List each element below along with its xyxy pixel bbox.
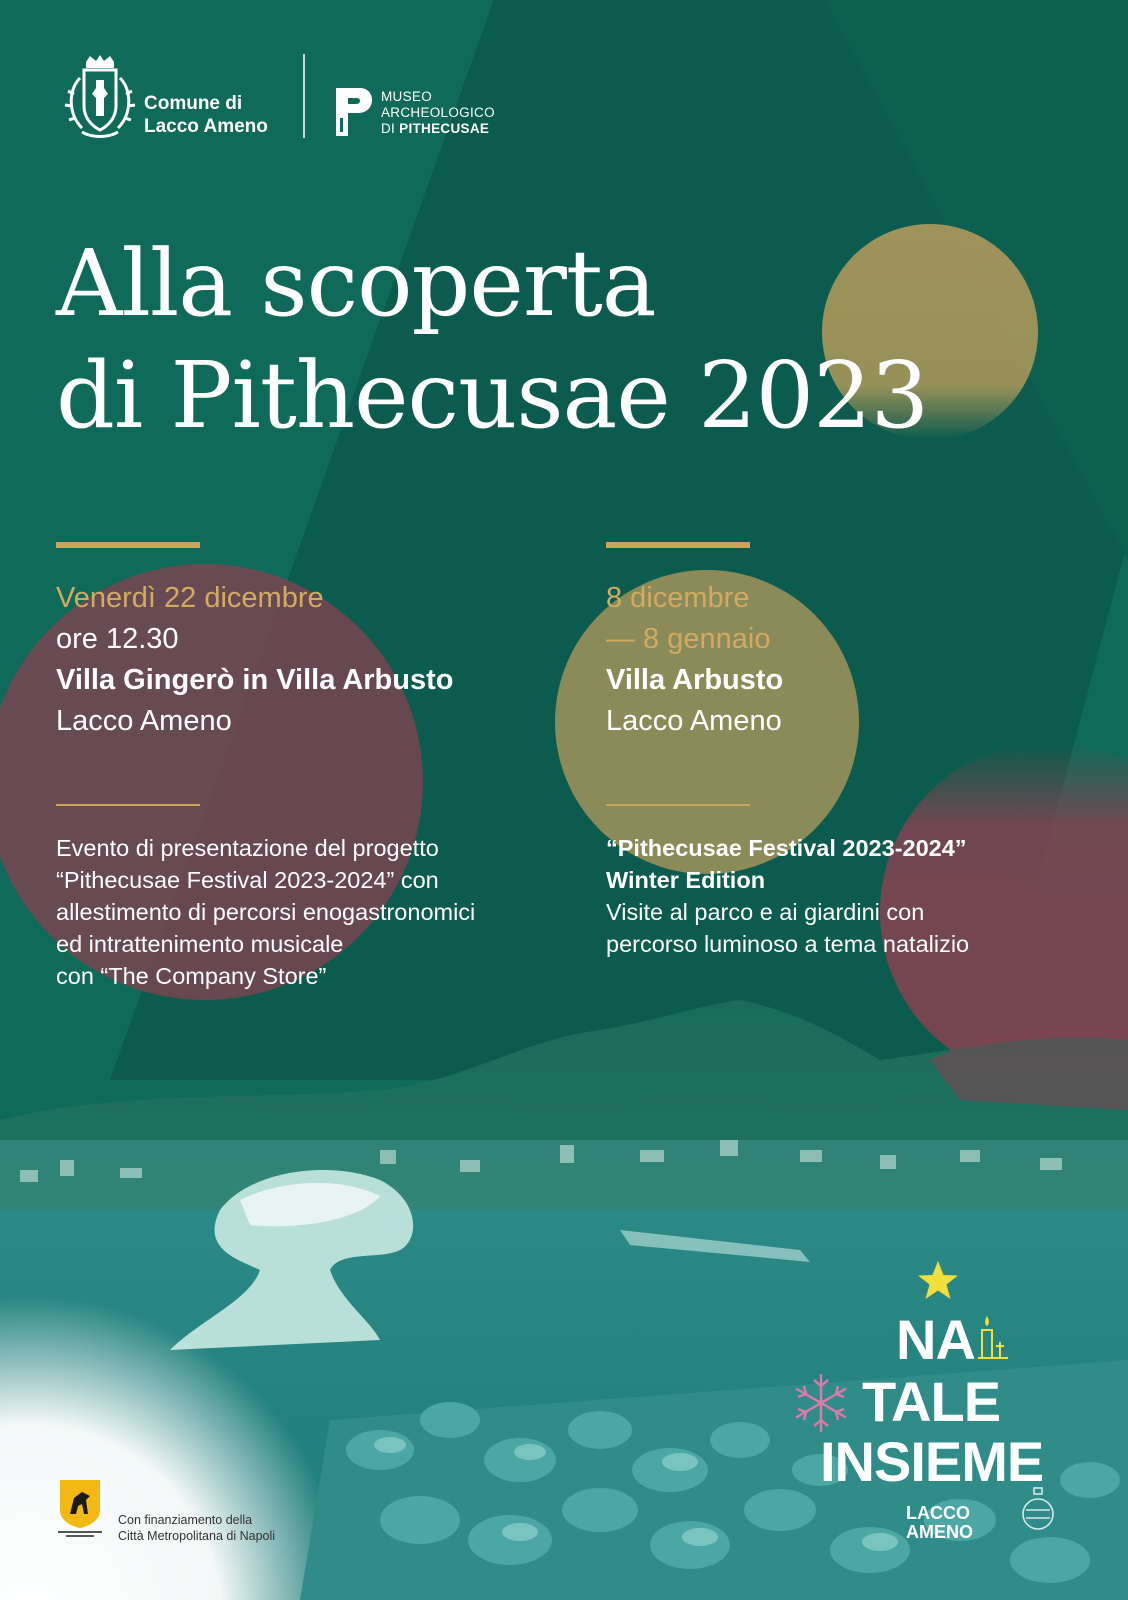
event-left-date: Venerdì 22 dicembre: [56, 582, 324, 614]
comune-logo: [60, 54, 300, 140]
star-icon: [916, 1260, 960, 1302]
funding-text: Con finanziamento della Città Metropolitana di Napoli: [118, 1513, 276, 1543]
event-right-town: Lacco Ameno: [606, 705, 782, 737]
funding-credit: [56, 1478, 316, 1543]
museo-p-icon: [334, 86, 372, 138]
rule-right-top: [606, 542, 750, 548]
crest-icon: [60, 54, 140, 140]
event-right-date-start: 8 dicembre: [606, 582, 750, 614]
badge-place: LACCO AMENO: [906, 1503, 973, 1542]
event-left-description: Evento di presentazione del progetto “Pithecusae Festival 2023-2024” con allestimento di percorsi enogastronomici ed intrattenimento musicale con “The Company Store”: [56, 835, 476, 989]
ornament-icon: [1020, 1486, 1056, 1536]
badge-word-tale: TALE: [862, 1370, 1001, 1433]
citta-metropolitana-logo-icon: [56, 1478, 104, 1538]
museo-logo: [334, 86, 534, 142]
comune-name: Comune di Lacco Ameno: [144, 93, 268, 137]
rule-left-mid: [56, 804, 200, 806]
festival-edition: Winter Edition: [606, 867, 766, 893]
page-title: Alla scoperta di Pithecusae 2023: [56, 230, 929, 449]
candle-icon: [976, 1312, 1010, 1368]
festival-name: “Pithecusae Festival 2023-2024”: [606, 835, 967, 861]
event-left-time: ore 12.30: [56, 623, 179, 655]
badge-word-na: NA: [896, 1308, 975, 1371]
event-right-venue: Villa Arbusto: [606, 664, 784, 696]
rule-left-top: [56, 542, 200, 548]
event-right-description: “Pithecusae Festival 2023-2024” Winter Edition Visite al parco e ai giardini con percorso luminoso a tema natalizio: [606, 832, 969, 960]
rule-right-mid: [606, 804, 750, 806]
museo-name: MUSEO ARCHEOLOGICO DI PITHECUSAE: [381, 89, 495, 136]
logo-divider: [303, 54, 305, 138]
event-left-town: Lacco Ameno: [56, 705, 232, 737]
event-left: [56, 578, 576, 742]
event-right-date-end: — 8 gennaio: [606, 623, 771, 655]
event-left-venue: Villa Gingerò in Villa Arbusto: [56, 664, 454, 696]
snowflake-icon: [790, 1372, 852, 1434]
event-right: [606, 578, 1126, 742]
badge-word-insieme: INSIEME: [820, 1430, 1044, 1493]
natale-insieme-badge: [790, 1260, 1070, 1550]
